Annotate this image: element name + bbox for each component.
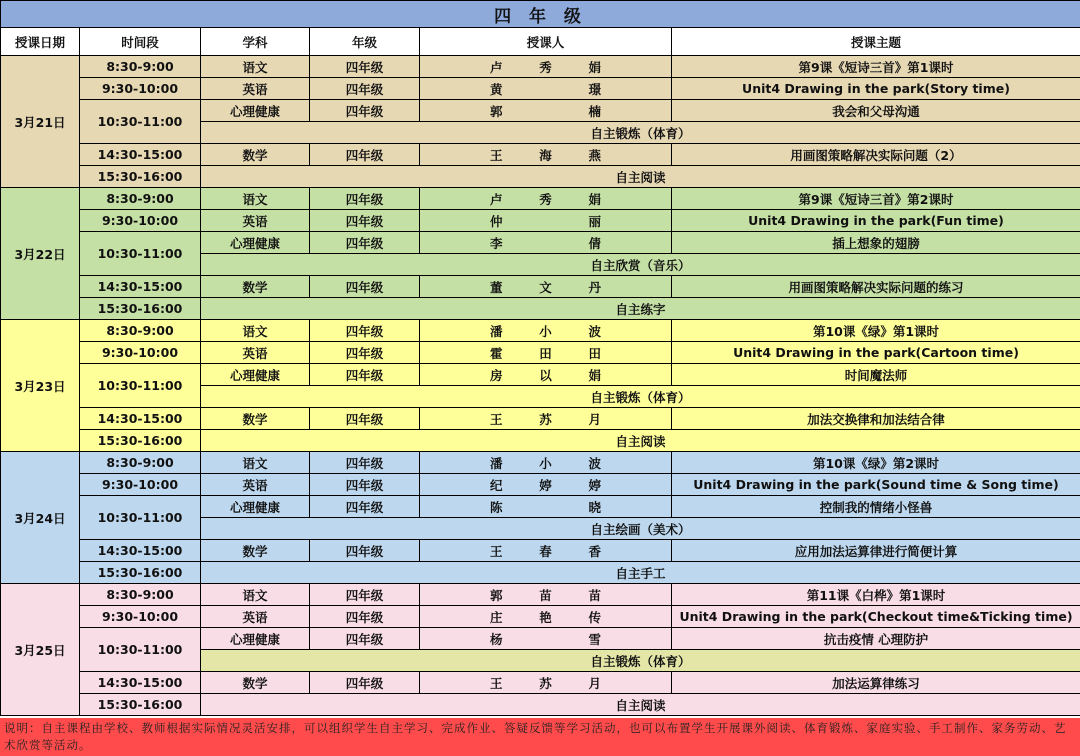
time-cell: 10:30-11:00 [80, 496, 201, 540]
schedule-row [1, 562, 1080, 584]
header-topic: 授课主题 [672, 28, 1080, 56]
date-cell: 3月23日 [1, 320, 80, 452]
topic-cell: 应用加法运算律进行简便计算 [672, 540, 1080, 562]
grade-cell: 四年级 [310, 320, 420, 342]
header-time: 时间段 [80, 28, 201, 56]
grade-cell: 四年级 [310, 78, 420, 100]
grade-cell: 四年级 [310, 496, 420, 518]
time-cell: 8:30-9:00 [80, 452, 201, 474]
grade-cell: 四年级 [310, 210, 420, 232]
topic-cell: 第10课《绿》第2课时 [672, 452, 1080, 474]
schedule-row [1, 694, 1080, 716]
teacher-cell: 卢 秀 娟 [420, 188, 672, 210]
topic-cell: Unit4 Drawing in the park(Checkout time&Ticking time) [672, 606, 1080, 628]
schedule-row [1, 342, 1080, 364]
teacher-cell: 潘 小 波 [420, 320, 672, 342]
teacher-cell: 纪 婷 婷 [420, 474, 672, 496]
topic-cell: 用画图策略解决实际问题（2） [672, 144, 1080, 166]
time-cell: 9:30-10:00 [80, 606, 201, 628]
subject-cell: 语文 [201, 188, 310, 210]
grade-cell: 四年级 [310, 474, 420, 496]
self-study-cell: 自主锻炼（体育） [201, 386, 1080, 408]
time-cell: 10:30-11:00 [80, 232, 201, 276]
schedule-row [1, 56, 1080, 78]
self-study-cell: 自主绘画（美术） [201, 518, 1080, 540]
self-study-cell: 自主阅读 [201, 430, 1080, 452]
subject-cell: 心理健康 [201, 364, 310, 386]
schedule-row [1, 430, 1080, 452]
schedule-row [1, 166, 1080, 188]
schedule-row [1, 452, 1080, 474]
time-cell: 10:30-11:00 [80, 364, 201, 408]
topic-cell: Unit4 Drawing in the park(Cartoon time) [672, 342, 1080, 364]
subject-cell: 英语 [201, 78, 310, 100]
time-cell: 9:30-10:00 [80, 210, 201, 232]
time-cell: 15:30-16:00 [80, 430, 201, 452]
header-subject: 学科 [201, 28, 310, 56]
time-cell: 15:30-16:00 [80, 694, 201, 716]
subject-cell: 数学 [201, 540, 310, 562]
grade-cell: 四年级 [310, 452, 420, 474]
time-cell: 8:30-9:00 [80, 188, 201, 210]
subject-cell: 心理健康 [201, 232, 310, 254]
teacher-cell: 董 文 丹 [420, 276, 672, 298]
subject-cell: 语文 [201, 56, 310, 78]
schedule-row [1, 672, 1080, 694]
time-cell: 14:30-15:00 [80, 144, 201, 166]
topic-cell: 抗击疫情 心理防护 [672, 628, 1080, 650]
schedule-row [1, 364, 1080, 386]
subject-cell: 心理健康 [201, 628, 310, 650]
header-row [1, 28, 1080, 56]
subject-cell: 数学 [201, 276, 310, 298]
subject-cell: 语文 [201, 320, 310, 342]
teacher-cell: 仲 丽 [420, 210, 672, 232]
subject-cell: 数学 [201, 408, 310, 430]
header-grade: 年级 [310, 28, 420, 56]
time-cell: 8:30-9:00 [80, 584, 201, 606]
subject-cell: 心理健康 [201, 496, 310, 518]
schedule-row [1, 144, 1080, 166]
teacher-cell: 黄 璟 [420, 78, 672, 100]
subject-cell: 英语 [201, 210, 310, 232]
schedule-row [1, 188, 1080, 210]
time-cell: 8:30-9:00 [80, 56, 201, 78]
teacher-cell: 房 以 娟 [420, 364, 672, 386]
time-cell: 14:30-15:00 [80, 408, 201, 430]
schedule-row [1, 210, 1080, 232]
self-study-cell: 自主欣赏（音乐） [201, 254, 1080, 276]
grade-cell: 四年级 [310, 188, 420, 210]
schedule-row [1, 276, 1080, 298]
teacher-cell: 陈 晓 [420, 496, 672, 518]
teacher-cell: 杨 雪 [420, 628, 672, 650]
grade-cell: 四年级 [310, 628, 420, 650]
title-row [1, 1, 1080, 28]
time-cell: 14:30-15:00 [80, 672, 201, 694]
teacher-cell: 王 苏 月 [420, 408, 672, 430]
schedule-row [1, 78, 1080, 100]
time-cell: 10:30-11:00 [80, 100, 201, 144]
teacher-cell: 郭 苗 苗 [420, 584, 672, 606]
header-teacher: 授课人 [420, 28, 672, 56]
topic-cell: 控制我的情绪小怪兽 [672, 496, 1080, 518]
note-text: 说明：自主课程由学校、教师根据实际情况灵活安排，可以组织学生自主学习、完成作业、答疑反馈等学习活动，也可以布置学生开展课外阅读、体育锻炼、家庭实验、手工制作、家务劳动、艺术欣赏等活动。 [0, 718, 1080, 756]
teacher-cell: 李 倩 [420, 232, 672, 254]
date-cell: 3月24日 [1, 452, 80, 584]
grade-cell: 四年级 [310, 232, 420, 254]
subject-cell: 数学 [201, 672, 310, 694]
time-cell: 8:30-9:00 [80, 320, 201, 342]
grade-cell: 四年级 [310, 144, 420, 166]
page-title: 四 年 级 [1, 1, 1080, 28]
grade-cell: 四年级 [310, 276, 420, 298]
grade-cell: 四年级 [310, 408, 420, 430]
time-cell: 15:30-16:00 [80, 298, 201, 320]
grade-cell: 四年级 [310, 342, 420, 364]
self-study-cell: 自主锻炼（体育） [201, 122, 1080, 144]
time-cell: 14:30-15:00 [80, 540, 201, 562]
header-date: 授课日期 [1, 28, 80, 56]
subject-cell: 语文 [201, 584, 310, 606]
date-cell: 3月22日 [1, 188, 80, 320]
topic-cell: Unit4 Drawing in the park(Sound time & Song time) [672, 474, 1080, 496]
time-cell: 9:30-10:00 [80, 474, 201, 496]
teacher-cell: 霍 田 田 [420, 342, 672, 364]
grade-cell: 四年级 [310, 672, 420, 694]
date-cell: 3月21日 [1, 56, 80, 188]
topic-cell: 用画图策略解决实际问题的练习 [672, 276, 1080, 298]
schedule-row [1, 474, 1080, 496]
time-cell: 9:30-10:00 [80, 342, 201, 364]
schedule-row [1, 408, 1080, 430]
self-study-cell: 自主手工 [201, 562, 1080, 584]
topic-cell: 第10课《绿》第1课时 [672, 320, 1080, 342]
self-study-cell: 自主练字 [201, 298, 1080, 320]
grade-cell: 四年级 [310, 540, 420, 562]
topic-cell: 加法运算律练习 [672, 672, 1080, 694]
topic-cell: 第11课《白桦》第1课时 [672, 584, 1080, 606]
schedule-row [1, 320, 1080, 342]
schedule-row [1, 606, 1080, 628]
grade-cell: 四年级 [310, 56, 420, 78]
subject-cell: 英语 [201, 606, 310, 628]
schedule-row [1, 298, 1080, 320]
grade-cell: 四年级 [310, 584, 420, 606]
grade-cell: 四年级 [310, 100, 420, 122]
teacher-cell: 潘 小 波 [420, 452, 672, 474]
schedule-row [1, 100, 1080, 122]
date-cell: 3月25日 [1, 584, 80, 716]
self-study-cell: 自主阅读 [201, 166, 1080, 188]
topic-cell: 加法交换律和加法结合律 [672, 408, 1080, 430]
topic-cell: Unit4 Drawing in the park(Story time) [672, 78, 1080, 100]
schedule-row [1, 496, 1080, 518]
schedule-row [1, 628, 1080, 650]
teacher-cell: 王 春 香 [420, 540, 672, 562]
schedule-row [1, 584, 1080, 606]
topic-cell: 插上想象的翅膀 [672, 232, 1080, 254]
topic-cell: 我会和父母沟通 [672, 100, 1080, 122]
time-cell: 15:30-16:00 [80, 562, 201, 584]
subject-cell: 英语 [201, 474, 310, 496]
subject-cell: 心理健康 [201, 100, 310, 122]
topic-cell: 时间魔法师 [672, 364, 1080, 386]
schedule-row [1, 540, 1080, 562]
time-cell: 10:30-11:00 [80, 628, 201, 672]
self-study-cell: 自主阅读 [201, 694, 1080, 716]
topic-cell: Unit4 Drawing in the park(Fun time) [672, 210, 1080, 232]
topic-cell: 第9课《短诗三首》第2课时 [672, 188, 1080, 210]
schedule-row [1, 232, 1080, 254]
self-study-cell: 自主锻炼（体育） [201, 650, 1080, 672]
time-cell: 9:30-10:00 [80, 78, 201, 100]
grade-cell: 四年级 [310, 606, 420, 628]
subject-cell: 英语 [201, 342, 310, 364]
grade-cell: 四年级 [310, 364, 420, 386]
subject-cell: 语文 [201, 452, 310, 474]
subject-cell: 数学 [201, 144, 310, 166]
teacher-cell: 卢 秀 娟 [420, 56, 672, 78]
teacher-cell: 王 海 燕 [420, 144, 672, 166]
teacher-cell: 王 苏 月 [420, 672, 672, 694]
teacher-cell: 郭 楠 [420, 100, 672, 122]
time-cell: 15:30-16:00 [80, 166, 201, 188]
topic-cell: 第9课《短诗三首》第1课时 [672, 56, 1080, 78]
teacher-cell: 庄 艳 传 [420, 606, 672, 628]
time-cell: 14:30-15:00 [80, 276, 201, 298]
